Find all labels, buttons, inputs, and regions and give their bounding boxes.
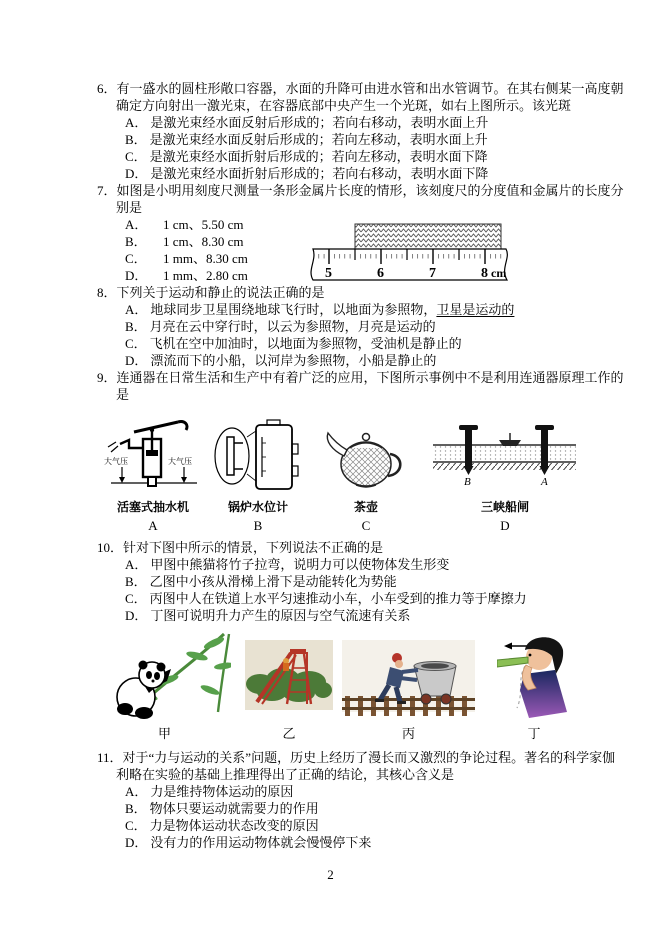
- ruler-unit-label: cm: [491, 266, 507, 280]
- question-7-stem: [97, 182, 624, 216]
- question-6: [97, 80, 624, 182]
- question-10-option-a: A． 甲图中熊猫将竹子拉弯，说明力可以使物体发生形变: [125, 557, 450, 572]
- question-6-stem: [97, 80, 624, 114]
- question-7-option-a: A． 1 cm、5.50 cm: [125, 217, 244, 232]
- gate-label-b: B: [464, 476, 471, 488]
- question-11-option-b: B． 物体只要运动就需要力的作用: [125, 801, 319, 816]
- question-6-option-a: A． 是激光束经水面反射后形成的；若向右移动，表明水面上升: [125, 115, 489, 130]
- figure-caption: 锅炉水位计: [227, 500, 288, 514]
- figure-teapot: [313, 417, 419, 533]
- figure-caption: 茶壶: [353, 500, 378, 514]
- question-9-number: 9．: [97, 370, 117, 385]
- figure-letter: D: [500, 518, 510, 533]
- question-8-stem: [97, 284, 624, 301]
- slide-drawing: [245, 640, 333, 722]
- question-10-number: 10．: [97, 540, 124, 555]
- exam-content: [97, 80, 624, 851]
- figure-ship-lock: [427, 417, 583, 533]
- question-11-option-d: D． 没有力的作用运动物体就会慢慢停下来: [125, 835, 372, 850]
- figure-boiler-gauge: [209, 417, 307, 533]
- question-6-number: 6．: [97, 81, 117, 96]
- question-8-option-c: C． 飞机在空中加油时，以地面为参照物，受油机是静止的: [125, 336, 462, 351]
- ship-lock-drawing: [429, 417, 581, 497]
- question-11-stem: [97, 749, 624, 783]
- question-11-option-a: A． 力是维持物体运动的原因: [125, 784, 294, 799]
- question-6-option-b: B． 是激光束经水面反射后形成的；若向左移动，表明水面上升: [125, 132, 488, 147]
- question-11-number: 11．: [97, 750, 123, 765]
- question-10: [97, 539, 624, 741]
- question-10-option-d: D． 丁图可说明升力产生的原因与空气流速有关系: [125, 608, 411, 623]
- figure-letter: 丁: [527, 726, 541, 741]
- question-6-text: 有一盛水的圆柱形敞口容器，水面的升降可由进水管和出水管调节。在其右侧某一高度朝确定方向射出一激光束，在容器底部中央产生一个光斑，如右上图所示。该光斑: [116, 81, 624, 113]
- figure-letter: 丙: [401, 726, 415, 741]
- metal-strip: [355, 224, 501, 249]
- question-7-number: 7．: [97, 183, 117, 198]
- question-7: [97, 182, 624, 284]
- figure-cart-push: [341, 640, 476, 741]
- question-10-stem: [97, 539, 624, 556]
- question-8-option-a: A． 地球同步卫星围绕地球飞行时，以地面为参照物，卫星是运动的: [125, 302, 515, 317]
- question-7-option-b: B． 1 cm、8.30 cm: [125, 234, 244, 249]
- question-8-number: 8．: [97, 285, 117, 300]
- figure-caption: 活塞式抽水机: [116, 500, 189, 514]
- boy-blowing-drawing: [497, 630, 571, 722]
- figure-boy-blowing: [496, 630, 572, 741]
- teapot-drawing: [314, 417, 418, 497]
- figure-letter: 甲: [157, 726, 171, 741]
- question-8: [97, 284, 624, 369]
- question-11: [97, 749, 624, 851]
- question-10-option-c: C． 丙图中人在铁道上水平匀速推动小车，小车受到的推力等于摩擦力: [125, 591, 527, 606]
- cart-push-drawing: [342, 640, 475, 722]
- gate-label-a: A: [541, 476, 548, 488]
- ruler-tick-8: 8: [481, 266, 488, 281]
- ruler-body: [311, 249, 507, 281]
- question-9: [97, 369, 624, 533]
- figure-panda-bamboo: [97, 630, 232, 741]
- figure-letter: C: [361, 518, 371, 533]
- question-8-option-d: D． 漂流而下的小船，以河岸为参照物，小船是静止的: [125, 353, 437, 368]
- question-9-figures: [99, 417, 624, 533]
- panda-drawing: [98, 630, 231, 722]
- page-number: 2: [327, 867, 334, 882]
- underlined-phrase: 卫星是运动的: [436, 302, 515, 317]
- ruler-tick-7: 7: [429, 266, 436, 281]
- question-10-option-b: B． 乙图中小孩从滑梯上滑下是动能转化为势能: [125, 574, 397, 589]
- question-11-option-c: C． 力是物体运动状态改变的原因: [125, 818, 319, 833]
- question-8-text: 下列关于运动和静止的说法正确的是: [116, 285, 325, 300]
- boiler-gauge-drawing: [210, 417, 306, 497]
- question-7-option-d: D． 1 mm、2.80 cm: [125, 268, 248, 283]
- figure-slide: [244, 640, 334, 741]
- question-10-text: 针对下图中所示的情景，下列说法不正确的是: [123, 540, 384, 555]
- question-10-figures: [97, 630, 624, 741]
- ruler-tick-6: 6: [377, 266, 384, 281]
- question-11-text: 对于“力与运动的关系”问题，历史上经历了漫长而又激烈的争论过程。著名的科学家伽利略在实验的基础上推理得出了正确的结论，其核心含义是: [116, 750, 616, 782]
- question-6-option-c: C． 是激光束经水面折射后形成的；若向左移动，表明水面下降: [125, 149, 488, 164]
- ruler-figure: [301, 218, 519, 286]
- question-7-option-c: C． 1 mm、8.30 cm: [125, 251, 248, 266]
- piston-pump-drawing: [101, 417, 205, 497]
- question-7-text: 如图是小明用刻度尺测量一条形金属片长度的情形，该刻度尺的分度值和金属片的长度分别是: [116, 183, 624, 215]
- figure-letter: B: [253, 518, 263, 533]
- figure-letter: 乙: [282, 726, 296, 741]
- question-8-option-b: B． 月亮在云中穿行时，以云为参照物，月亮是运动的: [125, 319, 436, 334]
- question-9-text: 连通器在日常生活和生产中有着广泛的应用，下图所示事例中不是利用连通器原理工作的是: [116, 370, 624, 402]
- question-6-option-d: D． 是激光束经水面折射后形成的；若向右移动，表明水面下降: [125, 166, 489, 181]
- ruler-tick-5: 5: [325, 266, 332, 281]
- atmosphere-label-right: 大气压: [168, 457, 192, 466]
- figure-caption: 三峡船闸: [480, 500, 529, 514]
- figure-piston-pump: [99, 417, 207, 533]
- atmosphere-label-left: 大气压: [104, 457, 128, 466]
- figure-letter: A: [148, 518, 158, 533]
- question-9-stem: [97, 369, 624, 403]
